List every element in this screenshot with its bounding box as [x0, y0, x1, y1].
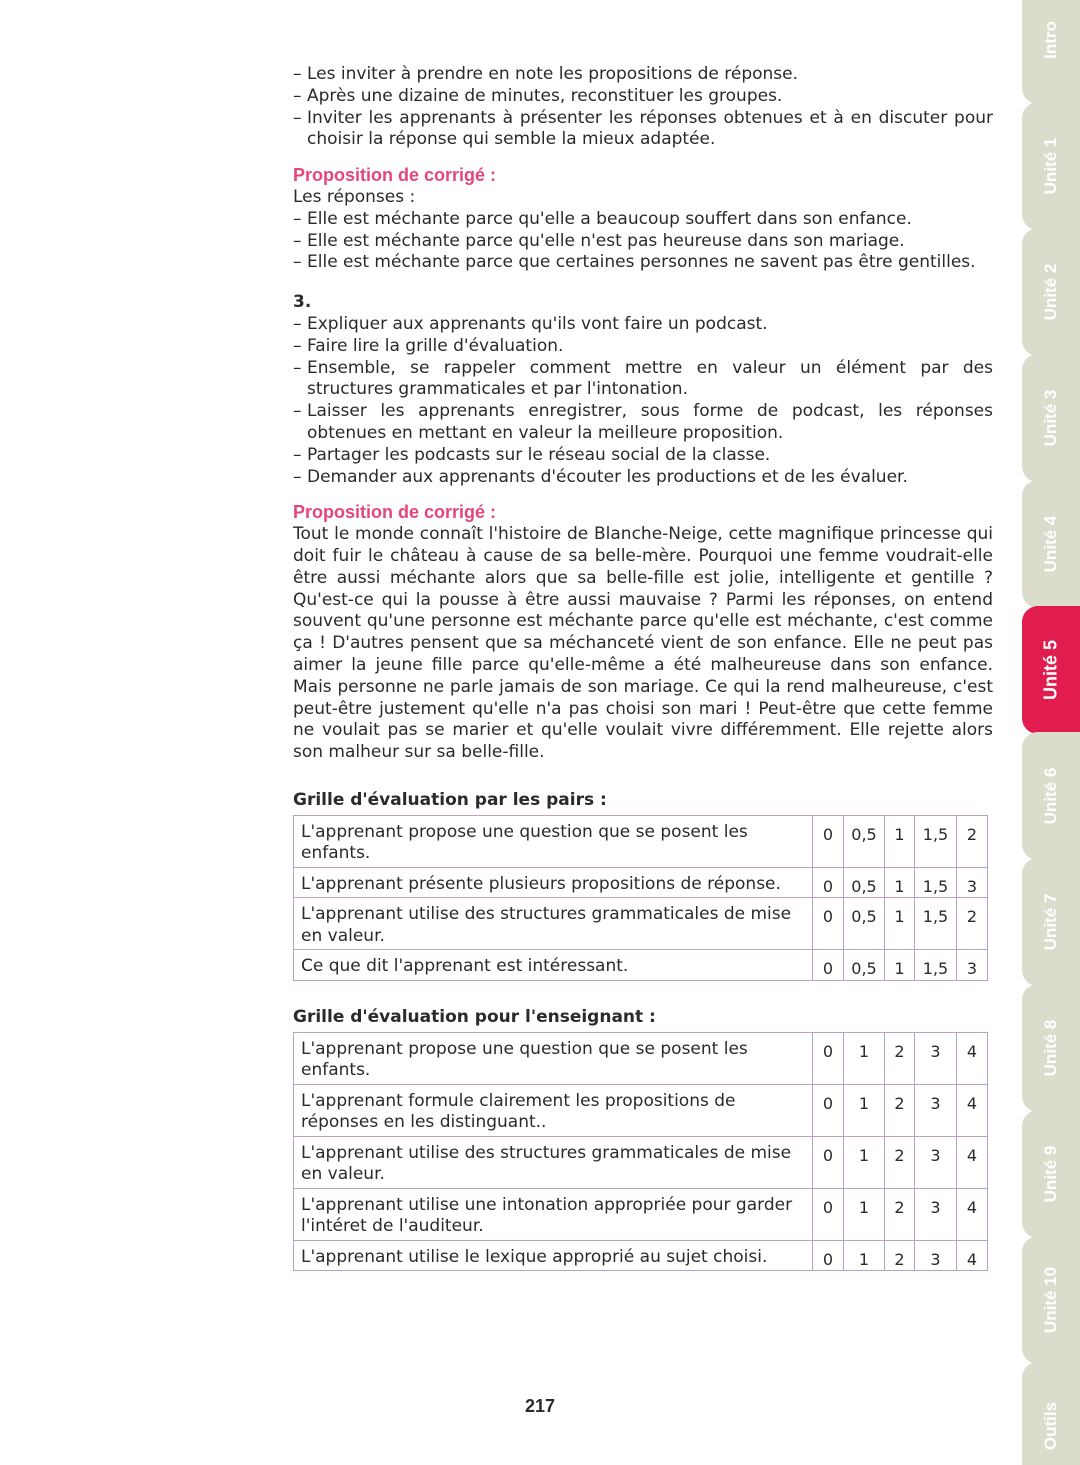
criterion-cell: L'apprenant formule clairement les propositions de réponses en les distinguant..	[294, 1084, 813, 1136]
score-cell: 1	[844, 1084, 885, 1136]
score-cell: 0,5	[844, 898, 885, 950]
tab-unite-1[interactable]	[1022, 102, 1080, 230]
criterion-cell: L'apprenant propose une question que se posent les enfants.	[294, 815, 813, 867]
tab-label: Unité 10	[1041, 1266, 1060, 1334]
tab-label: Outils	[1041, 1401, 1060, 1451]
table-row	[294, 1032, 988, 1084]
score-cell: 1	[885, 898, 915, 950]
score-cell: 2	[885, 1032, 915, 1084]
tab-label: Unité 5	[1040, 639, 1061, 701]
list-item: – Faire lire la grille d'évaluation.	[293, 336, 993, 358]
criterion-cell: L'apprenant utilise une intonation appropriée pour garder l'intéret de l'auditeur.	[294, 1188, 813, 1240]
score-cell: 3	[957, 950, 988, 981]
score-cell: 4	[957, 1084, 988, 1136]
score-cell: 0	[813, 867, 844, 898]
table-row	[294, 1188, 988, 1240]
score-cell: 0	[813, 1136, 844, 1188]
score-cell: 3	[915, 1084, 957, 1136]
table-row	[294, 1136, 988, 1188]
table-row	[294, 898, 988, 950]
table-row	[294, 815, 988, 867]
list-item: – Ensemble, se rappeler comment mettre en valeur un élément par des structures grammaticales et par l'intonation.	[293, 358, 993, 402]
criterion-cell: L'apprenant présente plusieurs propositions de réponse.	[294, 867, 813, 898]
tab-unite-10[interactable]	[1022, 1236, 1080, 1364]
tab-unite-3[interactable]	[1022, 354, 1080, 482]
tab-unite-5[interactable]	[1022, 606, 1080, 734]
tab-label: Unité 6	[1041, 767, 1060, 825]
score-cell: 3	[915, 1188, 957, 1240]
criterion-cell: L'apprenant utilise des structures grammaticales de mise en valeur.	[294, 1136, 813, 1188]
score-cell: 2	[957, 898, 988, 950]
tab-label: Unité 7	[1041, 893, 1060, 951]
criterion-cell: L'apprenant propose une question que se posent les enfants.	[294, 1032, 813, 1084]
score-cell: 0	[813, 1240, 844, 1271]
table-row	[294, 1240, 988, 1271]
score-cell: 1	[885, 867, 915, 898]
tab-outils[interactable]	[1022, 1362, 1080, 1465]
tab-label: Unité 3	[1041, 389, 1060, 447]
tab-label: Unité 9	[1041, 1145, 1060, 1203]
score-cell: 0	[813, 1032, 844, 1084]
tab-label: Unité 2	[1041, 263, 1060, 321]
score-cell: 0	[813, 1084, 844, 1136]
score-cell: 0	[813, 898, 844, 950]
corrige-list	[293, 209, 993, 274]
score-cell: 0	[813, 815, 844, 867]
score-cell: 2	[885, 1136, 915, 1188]
tab-unite-6[interactable]	[1022, 732, 1080, 860]
tab-unite-9[interactable]	[1022, 1110, 1080, 1238]
score-cell: 3	[957, 867, 988, 898]
score-cell: 0	[813, 950, 844, 981]
tab-label: Unité 4	[1041, 515, 1060, 573]
score-cell: 2	[885, 1188, 915, 1240]
score-cell: 2	[885, 1240, 915, 1271]
list-item: – Elle est méchante parce qu'elle a beaucoup souffert dans son enfance.	[293, 209, 993, 231]
criterion-cell: Ce que dit l'apprenant est intéressant.	[294, 950, 813, 981]
tab-unite-4[interactable]	[1022, 480, 1080, 608]
criterion-cell: L'apprenant utilise le lexique approprié au sujet choisi.	[294, 1240, 813, 1271]
unit-tabs	[1022, 0, 1080, 1465]
list-item: – Elle est méchante parce qu'elle n'est pas heureuse dans son mariage.	[293, 231, 993, 253]
tab-unite-2[interactable]	[1022, 228, 1080, 356]
score-cell: 1,5	[915, 867, 957, 898]
score-cell: 1	[885, 815, 915, 867]
score-cell: 4	[957, 1032, 988, 1084]
score-cell: 1	[885, 950, 915, 981]
score-cell: 0,5	[844, 815, 885, 867]
page-content	[293, 64, 993, 1271]
score-cell: 0,5	[844, 867, 885, 898]
tab-label: Intro	[1041, 21, 1060, 59]
tab-unite-7[interactable]	[1022, 858, 1080, 986]
list-item: – Laisser les apprenants enregistrer, sous forme de podcast, les réponses obtenues en mettant en valeur la meilleure proposition.	[293, 401, 993, 445]
grid-pairs-title: Grille d'évaluation par les pairs :	[293, 789, 607, 810]
grid-teacher-table	[293, 1032, 988, 1272]
table-row	[294, 867, 988, 898]
score-cell: 3	[915, 1240, 957, 1271]
score-cell: 1	[844, 1032, 885, 1084]
score-cell: 1	[844, 1188, 885, 1240]
score-cell: 1,5	[915, 898, 957, 950]
score-cell: 2	[885, 1084, 915, 1136]
score-cell: 3	[915, 1032, 957, 1084]
table-row	[294, 950, 988, 981]
list-item: – Après une dizaine de minutes, reconstituer les groupes.	[293, 86, 993, 108]
tab-unite-8[interactable]	[1022, 984, 1080, 1112]
corrige-paragraph: Tout le monde connaît l'histoire de Blanche-Neige, cette magnifique princesse qui doit fuir le château à cause de sa belle-mère. Pourquoi une femme voudrait-elle être aussi méchante alors que sa belle-fille est jolie, intelligente et gentille ? Qu'est-ce qui la pousse à être aussi mauvaise ? Parmi les réponses, on entend souvent qu'une personne est méchante parce qu'elle est méchante, c'est comme ça ! D'autres pensent que sa méchanceté vient de son enfance. Elle ne peut pas aimer la jeune fille parce qu'elle-même a été malheureuse dans son enfance. Mais personne ne parle jamais de son mariage. Ce qui la rend malheureuse, c'est peut-être justement qu'elle n'a pas choisi son mari ! Peut-être que cette femme ne voulait pas se marier et qu'elle voulait vivre différemment. Elle rejette alors son malheur sur sa belle-fille.	[293, 524, 993, 763]
corrige-heading: Proposition de corrigé :	[293, 165, 497, 186]
score-cell: 1,5	[915, 950, 957, 981]
grid-teacher-title: Grille d'évaluation pour l'enseignant :	[293, 1006, 656, 1027]
list-item: – Demander aux apprenants d'écouter les productions et de les évaluer.	[293, 467, 993, 489]
tab-intro[interactable]	[1022, 0, 1080, 104]
page-number: 217	[524, 1396, 556, 1416]
criterion-cell: L'apprenant utilise des structures grammaticales de mise en valeur.	[294, 898, 813, 950]
list-item: – Inviter les apprenants à présenter les réponses obtenues et à en discuter pour choisir la réponse qui semble la mieux adaptée.	[293, 108, 993, 152]
list-item: – Elle est méchante parce que certaines personnes ne savent pas être gentilles.	[293, 252, 993, 274]
step-number: 3.	[293, 292, 312, 313]
score-cell: 3	[915, 1136, 957, 1188]
list-item: – Expliquer aux apprenants qu'ils vont faire un podcast.	[293, 314, 993, 336]
tab-label: Unité 8	[1041, 1019, 1060, 1077]
corrige-heading: Proposition de corrigé :	[293, 502, 497, 523]
score-cell: 0	[813, 1188, 844, 1240]
intro-list	[293, 64, 993, 151]
corrige-intro: Les réponses :	[293, 186, 416, 207]
list-item: – Les inviter à prendre en note les propositions de réponse.	[293, 64, 993, 86]
score-cell: 1	[844, 1240, 885, 1271]
score-cell: 0,5	[844, 950, 885, 981]
table-row	[294, 1084, 988, 1136]
score-cell: 4	[957, 1136, 988, 1188]
score-cell: 2	[957, 815, 988, 867]
list-item: – Partager les podcasts sur le réseau social de la classe.	[293, 445, 993, 467]
score-cell: 4	[957, 1188, 988, 1240]
score-cell: 1,5	[915, 815, 957, 867]
score-cell: 4	[957, 1240, 988, 1271]
step-list	[293, 314, 993, 488]
grid-pairs-table	[293, 815, 988, 981]
score-cell: 1	[844, 1136, 885, 1188]
tab-label: Unité 1	[1041, 137, 1060, 195]
